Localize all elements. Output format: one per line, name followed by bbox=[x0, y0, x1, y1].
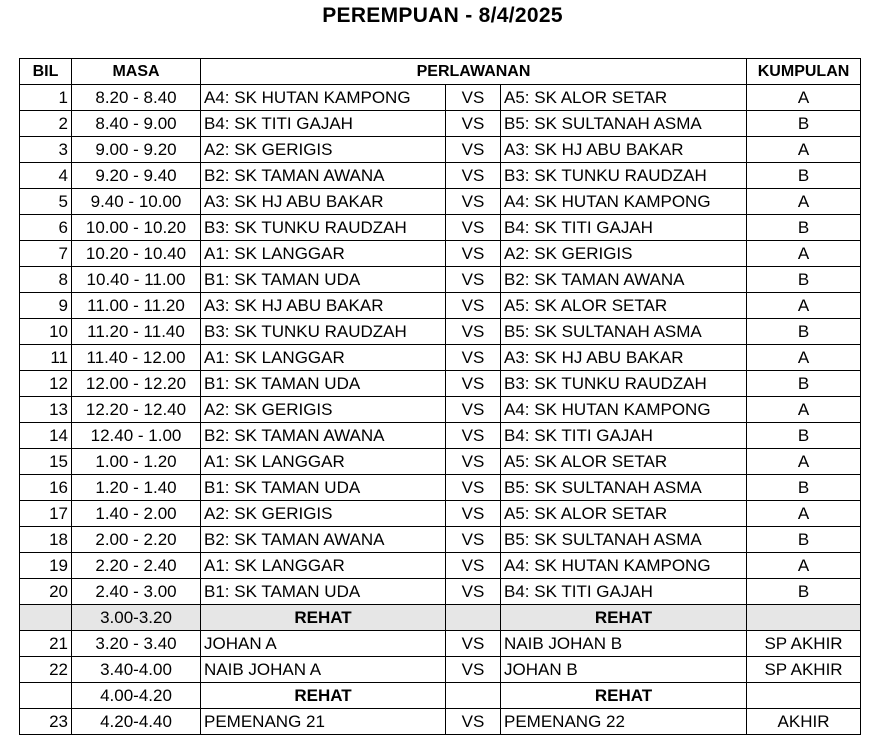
vs-label: VS bbox=[446, 579, 501, 605]
match-row bbox=[20, 189, 861, 215]
match-time: 12.00 - 12.20 bbox=[72, 371, 201, 397]
match-number: 1 bbox=[20, 85, 72, 111]
away-team: PEMENANG 22 bbox=[501, 709, 747, 735]
match-number: 8 bbox=[20, 267, 72, 293]
match-row bbox=[20, 475, 861, 501]
header-row bbox=[20, 59, 861, 85]
match-time: 2.40 - 3.00 bbox=[72, 579, 201, 605]
match-time: 2.00 - 2.20 bbox=[72, 527, 201, 553]
match-time: 1.00 - 1.20 bbox=[72, 449, 201, 475]
match-number: 3 bbox=[20, 137, 72, 163]
group-label: A bbox=[747, 449, 861, 475]
page-title: PEREMPUAN - 8/4/2025 bbox=[322, 4, 563, 27]
match-number: 23 bbox=[20, 709, 72, 735]
header-masa: MASA bbox=[72, 59, 201, 85]
group-label: A bbox=[747, 293, 861, 319]
group-label: B bbox=[747, 423, 861, 449]
match-time: 9.20 - 9.40 bbox=[72, 163, 201, 189]
match-row bbox=[20, 527, 861, 553]
match-row bbox=[20, 137, 861, 163]
match-row bbox=[20, 345, 861, 371]
match-row bbox=[20, 371, 861, 397]
match-time: 4.20-4.40 bbox=[72, 709, 201, 735]
home-team: A1: SK LANGGAR bbox=[201, 345, 446, 371]
match-row bbox=[20, 631, 861, 657]
group-label: SP AKHIR bbox=[747, 631, 861, 657]
vs-label: VS bbox=[446, 631, 501, 657]
home-team: A1: SK LANGGAR bbox=[201, 553, 446, 579]
away-team: A5: SK ALOR SETAR bbox=[501, 501, 747, 527]
match-number: 13 bbox=[20, 397, 72, 423]
vs-label: VS bbox=[446, 449, 501, 475]
match-number: 11 bbox=[20, 345, 72, 371]
match-number: 14 bbox=[20, 423, 72, 449]
away-team: B3: SK TUNKU RAUDZAH bbox=[501, 163, 747, 189]
match-time: 8.40 - 9.00 bbox=[72, 111, 201, 137]
away-team: A2: SK GERIGIS bbox=[501, 241, 747, 267]
match-number: 20 bbox=[20, 579, 72, 605]
vs-label: VS bbox=[446, 85, 501, 111]
vs-label: VS bbox=[446, 137, 501, 163]
away-team: B5: SK SULTANAH ASMA bbox=[501, 475, 747, 501]
vs-label bbox=[446, 605, 501, 631]
home-team: B1: SK TAMAN UDA bbox=[201, 579, 446, 605]
away-team: A3: SK HJ ABU BAKAR bbox=[501, 137, 747, 163]
group-label: B bbox=[747, 215, 861, 241]
away-team: B3: SK TUNKU RAUDZAH bbox=[501, 371, 747, 397]
match-number: 17 bbox=[20, 501, 72, 527]
group-label: SP AKHIR bbox=[747, 657, 861, 683]
schedule-body bbox=[20, 85, 861, 735]
match-number: 5 bbox=[20, 189, 72, 215]
match-number: 19 bbox=[20, 553, 72, 579]
vs-label: VS bbox=[446, 657, 501, 683]
vs-label bbox=[446, 683, 501, 709]
vs-label: VS bbox=[446, 423, 501, 449]
home-team: A1: SK LANGGAR bbox=[201, 241, 446, 267]
group-label: B bbox=[747, 371, 861, 397]
match-time: 10.00 - 10.20 bbox=[72, 215, 201, 241]
group-label: A bbox=[747, 241, 861, 267]
match-number: 15 bbox=[20, 449, 72, 475]
vs-label: VS bbox=[446, 501, 501, 527]
match-number: 21 bbox=[20, 631, 72, 657]
match-time: 4.00-4.20 bbox=[72, 683, 201, 709]
vs-label: VS bbox=[446, 397, 501, 423]
vs-label: VS bbox=[446, 371, 501, 397]
home-team: REHAT bbox=[201, 683, 446, 709]
group-label: A bbox=[747, 553, 861, 579]
match-time: 3.20 - 3.40 bbox=[72, 631, 201, 657]
vs-label: VS bbox=[446, 475, 501, 501]
home-team: B2: SK TAMAN AWANA bbox=[201, 527, 446, 553]
match-time: 1.20 - 1.40 bbox=[72, 475, 201, 501]
vs-label: VS bbox=[446, 241, 501, 267]
group-label: AKHIR bbox=[747, 709, 861, 735]
header-bil: BIL bbox=[20, 59, 72, 85]
vs-label: VS bbox=[446, 709, 501, 735]
group-label: B bbox=[747, 163, 861, 189]
home-team: REHAT bbox=[201, 605, 446, 631]
away-team: REHAT bbox=[501, 683, 747, 709]
match-row bbox=[20, 657, 861, 683]
home-team: B3: SK TUNKU RAUDZAH bbox=[201, 215, 446, 241]
vs-label: VS bbox=[446, 189, 501, 215]
match-row bbox=[20, 293, 861, 319]
vs-label: VS bbox=[446, 527, 501, 553]
away-team: A4: SK HUTAN KAMPONG bbox=[501, 397, 747, 423]
match-row bbox=[20, 85, 861, 111]
match-row bbox=[20, 241, 861, 267]
home-team: NAIB JOHAN A bbox=[201, 657, 446, 683]
vs-label: VS bbox=[446, 319, 501, 345]
match-number: 16 bbox=[20, 475, 72, 501]
vs-label: VS bbox=[446, 345, 501, 371]
match-number: 4 bbox=[20, 163, 72, 189]
away-team: REHAT bbox=[501, 605, 747, 631]
home-team: B2: SK TAMAN AWANA bbox=[201, 423, 446, 449]
match-number: 6 bbox=[20, 215, 72, 241]
away-team: A3: SK HJ ABU BAKAR bbox=[501, 345, 747, 371]
match-time: 12.40 - 1.00 bbox=[72, 423, 201, 449]
home-team: A2: SK GERIGIS bbox=[201, 137, 446, 163]
home-team: A3: SK HJ ABU BAKAR bbox=[201, 293, 446, 319]
match-number: 22 bbox=[20, 657, 72, 683]
vs-label: VS bbox=[446, 111, 501, 137]
group-label: A bbox=[747, 189, 861, 215]
away-team: NAIB JOHAN B bbox=[501, 631, 747, 657]
home-team: A1: SK LANGGAR bbox=[201, 449, 446, 475]
away-team: B5: SK SULTANAH ASMA bbox=[501, 319, 747, 345]
match-time: 3.40-4.00 bbox=[72, 657, 201, 683]
away-team: B5: SK SULTANAH ASMA bbox=[501, 111, 747, 137]
match-row bbox=[20, 709, 861, 735]
match-number: 7 bbox=[20, 241, 72, 267]
match-row bbox=[20, 319, 861, 345]
vs-label: VS bbox=[446, 267, 501, 293]
match-time: 9.00 - 9.20 bbox=[72, 137, 201, 163]
match-row bbox=[20, 579, 861, 605]
match-row bbox=[20, 397, 861, 423]
match-row bbox=[20, 423, 861, 449]
match-row bbox=[20, 449, 861, 475]
match-time: 11.40 - 12.00 bbox=[72, 345, 201, 371]
match-row bbox=[20, 111, 861, 137]
vs-label: VS bbox=[446, 293, 501, 319]
match-time: 12.20 - 12.40 bbox=[72, 397, 201, 423]
home-team: B1: SK TAMAN UDA bbox=[201, 371, 446, 397]
group-label: A bbox=[747, 501, 861, 527]
away-team: A5: SK ALOR SETAR bbox=[501, 293, 747, 319]
match-row bbox=[20, 215, 861, 241]
group-label: A bbox=[747, 345, 861, 371]
match-number: 18 bbox=[20, 527, 72, 553]
rehat-row bbox=[20, 605, 861, 631]
home-team: B2: SK TAMAN AWANA bbox=[201, 163, 446, 189]
away-team: B4: SK TITI GAJAH bbox=[501, 215, 747, 241]
match-number: 9 bbox=[20, 293, 72, 319]
match-number bbox=[20, 683, 72, 709]
away-team: B2: SK TAMAN AWANA bbox=[501, 267, 747, 293]
group-label: B bbox=[747, 475, 861, 501]
group-label: B bbox=[747, 319, 861, 345]
home-team: A2: SK GERIGIS bbox=[201, 501, 446, 527]
home-team: B4: SK TITI GAJAH bbox=[201, 111, 446, 137]
away-team: A4: SK HUTAN KAMPONG bbox=[501, 553, 747, 579]
away-team: B4: SK TITI GAJAH bbox=[501, 579, 747, 605]
schedule-table bbox=[19, 58, 861, 735]
header-perlawanan: PERLAWANAN bbox=[201, 59, 747, 85]
group-label: A bbox=[747, 137, 861, 163]
group-label: B bbox=[747, 267, 861, 293]
match-row bbox=[20, 553, 861, 579]
match-number: 2 bbox=[20, 111, 72, 137]
home-team: A4: SK HUTAN KAMPONG bbox=[201, 85, 446, 111]
home-team: JOHAN A bbox=[201, 631, 446, 657]
match-number: 12 bbox=[20, 371, 72, 397]
match-time: 11.20 - 11.40 bbox=[72, 319, 201, 345]
vs-label: VS bbox=[446, 553, 501, 579]
group-label bbox=[747, 605, 861, 631]
group-label bbox=[747, 683, 861, 709]
vs-label: VS bbox=[446, 215, 501, 241]
away-team: B5: SK SULTANAH ASMA bbox=[501, 527, 747, 553]
match-row bbox=[20, 501, 861, 527]
away-team: A5: SK ALOR SETAR bbox=[501, 449, 747, 475]
group-label: A bbox=[747, 397, 861, 423]
match-number: 10 bbox=[20, 319, 72, 345]
rehat-row bbox=[20, 683, 861, 709]
away-team: JOHAN B bbox=[501, 657, 747, 683]
match-time: 9.40 - 10.00 bbox=[72, 189, 201, 215]
away-team: B4: SK TITI GAJAH bbox=[501, 423, 747, 449]
group-label: B bbox=[747, 579, 861, 605]
match-time: 10.20 - 10.40 bbox=[72, 241, 201, 267]
home-team: B1: SK TAMAN UDA bbox=[201, 267, 446, 293]
match-row bbox=[20, 163, 861, 189]
match-time: 1.40 - 2.00 bbox=[72, 501, 201, 527]
away-team: A4: SK HUTAN KAMPONG bbox=[501, 189, 747, 215]
match-time: 11.00 - 11.20 bbox=[72, 293, 201, 319]
match-time: 8.20 - 8.40 bbox=[72, 85, 201, 111]
match-time: 10.40 - 11.00 bbox=[72, 267, 201, 293]
match-row bbox=[20, 267, 861, 293]
home-team: B3: SK TUNKU RAUDZAH bbox=[201, 319, 446, 345]
group-label: A bbox=[747, 85, 861, 111]
home-team: B1: SK TAMAN UDA bbox=[201, 475, 446, 501]
header-kumpulan: KUMPULAN bbox=[747, 59, 861, 85]
vs-label: VS bbox=[446, 163, 501, 189]
away-team: A5: SK ALOR SETAR bbox=[501, 85, 747, 111]
home-team: A3: SK HJ ABU BAKAR bbox=[201, 189, 446, 215]
group-label: B bbox=[747, 527, 861, 553]
match-time: 2.20 - 2.40 bbox=[72, 553, 201, 579]
match-number bbox=[20, 605, 72, 631]
home-team: PEMENANG 21 bbox=[201, 709, 446, 735]
home-team: A2: SK GERIGIS bbox=[201, 397, 446, 423]
match-time: 3.00-3.20 bbox=[72, 605, 201, 631]
group-label: B bbox=[747, 111, 861, 137]
